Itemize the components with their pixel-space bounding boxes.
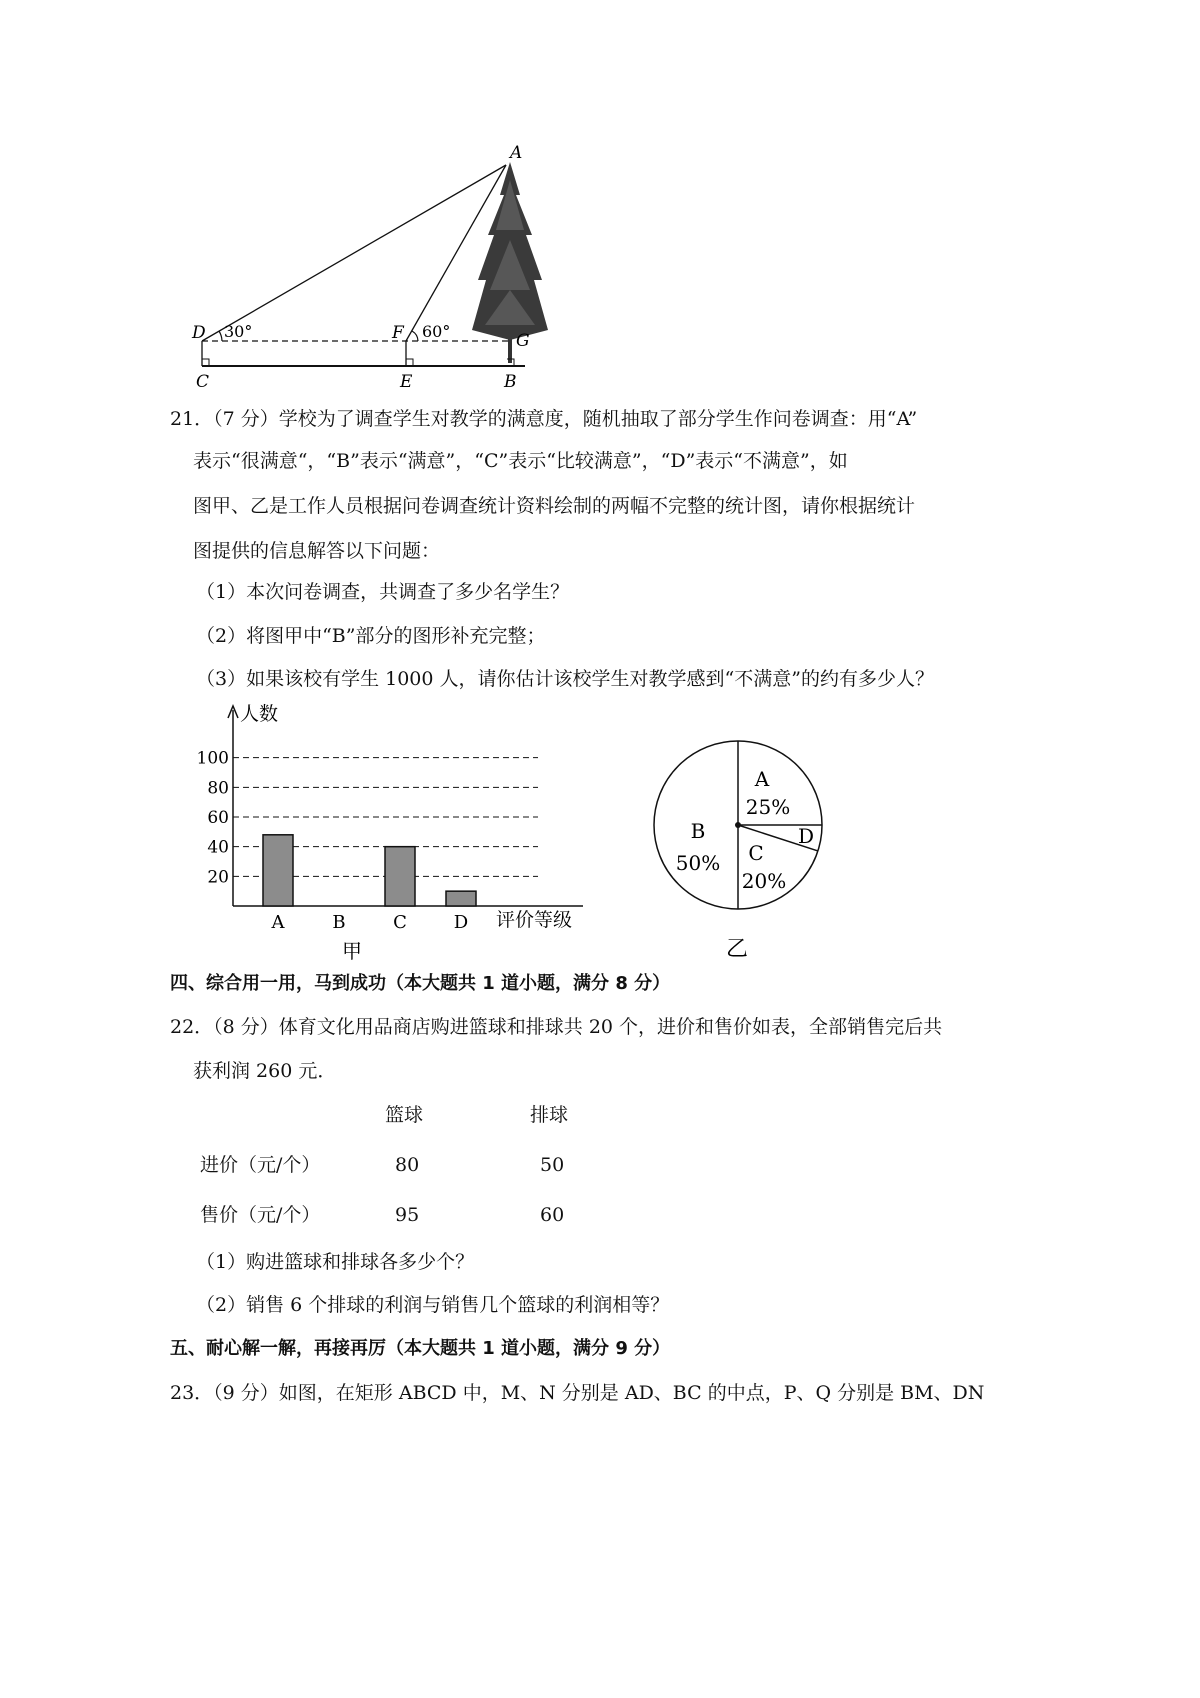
label-a: A <box>510 143 523 163</box>
pie-percent-c: 20% <box>741 869 787 893</box>
label-d: D <box>192 323 206 343</box>
table-row-label: 进价（元/个） <box>200 1154 321 1176</box>
bar-y-tick-label: 80 <box>207 778 229 799</box>
bar-chart-title: 甲 <box>342 939 362 963</box>
tree-icon <box>472 162 548 363</box>
q21-line-4: 图提供的信息解答以下问题： <box>193 540 441 562</box>
q22-line-1: 22．（8 分）体育文化用品商店购进篮球和排球共 20 个，进价和售价如表，全部销售完后共 <box>170 1016 943 1038</box>
pie-label-a: A <box>754 767 770 791</box>
pie-label-c: C <box>748 841 764 865</box>
q21-line-2: 表示“很满意“，“B”表示“满意”，“C”表示“比较满意”，“D”表示“不满意”，如 <box>193 450 848 472</box>
label-f: F <box>392 323 404 343</box>
section-4-heading: 四、综合用一用，马到成功（本大题共 1 道小题，满分 8 分） <box>170 973 671 994</box>
q22-sub-2: （2）销售 6 个排球的利润与销售几个篮球的利润相等？ <box>196 1294 670 1316</box>
pie-percent-a: 25% <box>745 795 791 819</box>
bar-x-tick-label: D <box>453 912 469 933</box>
bar-y-tick-label: 60 <box>207 808 229 828</box>
label-b: B <box>504 372 517 392</box>
bar-c <box>385 847 415 906</box>
table-header-basketball: 篮球 <box>385 1104 424 1126</box>
q22-sub-1: （1）购进篮球和排球各多少个？ <box>196 1251 475 1273</box>
bar-d <box>446 891 476 906</box>
bar-x-axis-label: 评价等级 <box>496 909 573 931</box>
q23-line-1: 23．（9 分）如图，在矩形 ABCD 中，M、N 分别是 AD、BC 的中点，P、Q 分别是 BM、DN <box>170 1382 985 1404</box>
pie-label-b: B <box>690 819 706 843</box>
label-e: E <box>400 372 413 392</box>
table-cell: 60 <box>540 1204 565 1226</box>
angle-d-label: 30° <box>224 322 253 341</box>
bar-x-tick-label: A <box>271 912 285 933</box>
q21-sub-1: （1）本次问卷调查，共调查了多少名学生？ <box>196 581 570 603</box>
angle-f-label: 60° <box>422 322 451 341</box>
q21-line-3: 图甲、乙是工作人员根据问卷调查统计资料绘制的两幅不完整的统计图，请你根据统计 <box>193 495 916 517</box>
table-header-volleyball: 排球 <box>530 1104 569 1126</box>
q21-line-1: 21．（7 分）学校为了调查学生对教学的满意度，随机抽取了部分学生作问卷调查：用“A” <box>170 408 918 430</box>
label-c: C <box>196 372 210 392</box>
bar-x-tick-label: B <box>332 912 346 933</box>
bar-chart <box>180 700 600 970</box>
bar-y-tick-label: 40 <box>207 837 229 858</box>
pie-percent-b: 50% <box>675 851 721 875</box>
tree-figure <box>190 140 580 395</box>
table-cell: 80 <box>395 1154 420 1176</box>
q21-sub-2: （2）将图甲中“B”部分的图形补充完整； <box>196 625 546 647</box>
label-g: G <box>516 331 530 351</box>
q21-sub-3: （3）如果该校有学生 1000 人，请你估计该校学生对教学感到“不满意”的约有多少人？ <box>196 668 934 690</box>
pie-label-d: D <box>797 824 815 848</box>
table-cell: 95 <box>395 1204 420 1226</box>
section-5-heading: 五、耐心解一解，再接再厉（本大题共 1 道小题，满分 9 分） <box>170 1338 671 1359</box>
bar-y-axis-label: 人数 <box>240 703 279 725</box>
table-cell: 50 <box>540 1154 565 1176</box>
bar-a <box>263 835 293 906</box>
bar-y-tick-label: 20 <box>207 867 229 888</box>
pie-chart-title: 乙 <box>726 937 749 962</box>
q22-line-2: 获利润 260 元． <box>193 1060 337 1082</box>
pie-chart <box>640 730 840 970</box>
pie-center <box>735 822 741 828</box>
bar-y-tick-label: 100 <box>196 748 229 769</box>
bar-x-tick-label: C <box>393 912 407 933</box>
table-row-label: 售价（元/个） <box>200 1204 321 1226</box>
